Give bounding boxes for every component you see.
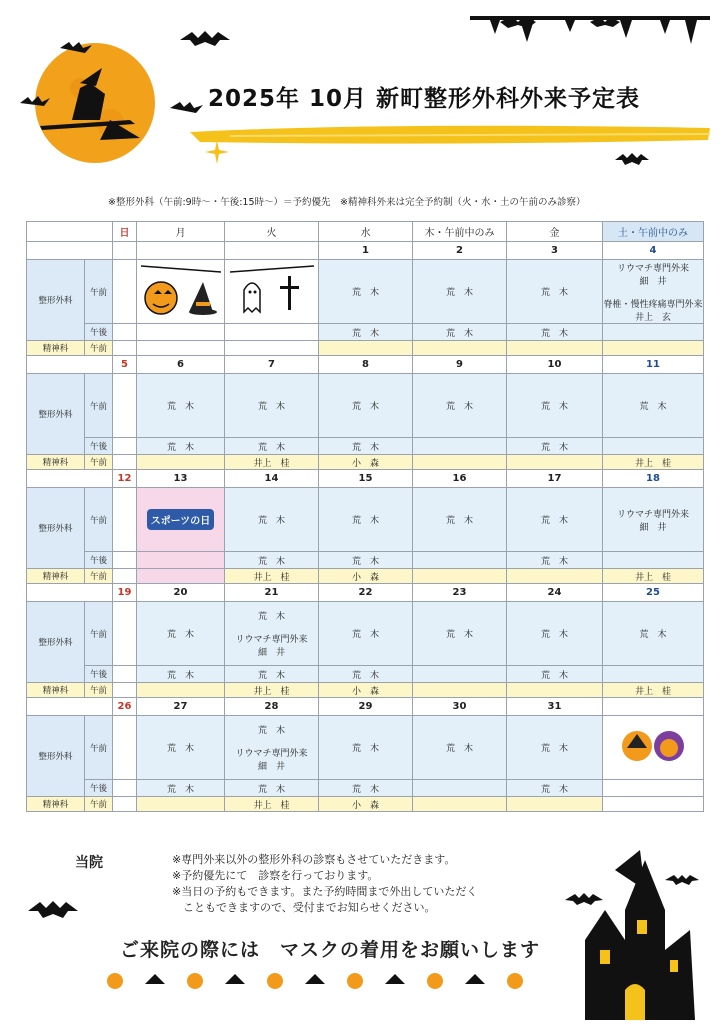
psych-cell: 井上 桂 bbox=[225, 569, 319, 584]
psych-row bbox=[27, 341, 704, 356]
am-cell: 荒 木 bbox=[413, 716, 507, 780]
bat-icon bbox=[615, 152, 649, 168]
am-cell: 荒 木 bbox=[319, 374, 413, 438]
am-label: 午前 bbox=[85, 602, 113, 666]
psych-cell bbox=[113, 341, 137, 356]
date-cell: 7 bbox=[225, 356, 319, 374]
am-cell: 荒 木 bbox=[225, 374, 319, 438]
psych-cell bbox=[137, 797, 225, 812]
psych-row bbox=[27, 683, 704, 698]
psych-cell: 井上 桂 bbox=[225, 683, 319, 698]
dept-label: 整形外科 bbox=[27, 374, 85, 455]
am-cell: 荒 木 bbox=[319, 488, 413, 552]
mask-notice: ご来院の際には マスクの着用をお願いします bbox=[120, 939, 541, 961]
am-row bbox=[27, 602, 704, 666]
header-day: 火 bbox=[225, 222, 319, 242]
footer-note: こともできますので、受付までお知らせください。 bbox=[172, 901, 436, 914]
psych-cell: 井上 桂 bbox=[603, 455, 704, 470]
header-day: 金 bbox=[507, 222, 603, 242]
date-cell: 22 bbox=[319, 584, 413, 602]
am-cell: 荒 木 bbox=[225, 488, 319, 552]
date-cell: 16 bbox=[413, 470, 507, 488]
footer-note: ※当日の予約もできます。また予約時間まで外出していただく bbox=[172, 885, 478, 898]
pm-row bbox=[27, 552, 704, 569]
date-cell: 13 bbox=[137, 470, 225, 488]
am-cell bbox=[137, 260, 225, 324]
pm-label: 午後 bbox=[85, 438, 113, 455]
pm-cell bbox=[603, 666, 704, 683]
psych-row bbox=[27, 569, 704, 584]
pm-row bbox=[27, 780, 704, 797]
am-cell: 荒 木 リウマチ専門外来 細 井 bbox=[225, 602, 319, 666]
pm-cell bbox=[413, 438, 507, 455]
pm-cell bbox=[603, 552, 704, 569]
pm-cell: 荒 木 bbox=[137, 666, 225, 683]
pm-cell: 荒 木 bbox=[319, 780, 413, 797]
date-cell: 19 bbox=[113, 584, 137, 602]
date-row-spacer bbox=[27, 470, 113, 488]
dept-label: 整形外科 bbox=[27, 488, 85, 569]
pm-row bbox=[27, 666, 704, 683]
date-row-spacer bbox=[27, 242, 113, 260]
bat-icon bbox=[180, 30, 230, 50]
am-cell: 荒 木 bbox=[137, 716, 225, 780]
pm-cell: 荒 木 bbox=[507, 552, 603, 569]
pm-cell bbox=[413, 552, 507, 569]
date-cell: 27 bbox=[137, 698, 225, 716]
date-cell: 30 bbox=[413, 698, 507, 716]
pm-cell bbox=[113, 438, 137, 455]
am-cell: 荒 木 bbox=[507, 374, 603, 438]
am-cell: 荒 木 bbox=[507, 602, 603, 666]
am-cell bbox=[225, 260, 319, 324]
pm-cell bbox=[113, 552, 137, 569]
psych-cell bbox=[507, 569, 603, 584]
date-cell: 3 bbox=[507, 242, 603, 260]
psych-cell bbox=[225, 341, 319, 356]
date-cell bbox=[137, 242, 225, 260]
date-cell: 6 bbox=[137, 356, 225, 374]
am-cell: 荒 木 bbox=[507, 260, 603, 324]
am-cell bbox=[113, 716, 137, 780]
footer-note: ※予約優先にて 診察を行っております。 bbox=[172, 869, 379, 882]
pumpkin-icon bbox=[141, 262, 221, 318]
dept-label: 整形外科 bbox=[27, 716, 85, 797]
am-label: 午前 bbox=[85, 374, 113, 438]
pm-cell: 荒 木 bbox=[319, 324, 413, 341]
bat-icon bbox=[28, 900, 78, 922]
psych-cell bbox=[603, 341, 704, 356]
pm-label: 午後 bbox=[85, 780, 113, 797]
pm-cell: 荒 木 bbox=[225, 552, 319, 569]
am-cell bbox=[603, 716, 704, 780]
pm-cell bbox=[603, 438, 704, 455]
am-cell: 荒 木 bbox=[413, 374, 507, 438]
pm-cell: 荒 木 bbox=[225, 666, 319, 683]
am-cell bbox=[113, 602, 137, 666]
date-row bbox=[27, 470, 704, 488]
psych-row bbox=[27, 455, 704, 470]
psych-cell bbox=[413, 455, 507, 470]
am-cell: 荒 木 リウマチ専門外来 細 井 bbox=[225, 716, 319, 780]
psych-am-label: 午前 bbox=[85, 569, 113, 584]
am-cell bbox=[137, 488, 225, 552]
am-cell: 荒 木 bbox=[319, 716, 413, 780]
date-cell: 31 bbox=[507, 698, 603, 716]
psych-cell: 小 森 bbox=[319, 683, 413, 698]
header-day: 木・午前中のみ bbox=[413, 222, 507, 242]
pumpkin-icon bbox=[615, 726, 691, 766]
psych-cell bbox=[137, 455, 225, 470]
pm-cell: 荒 木 bbox=[319, 438, 413, 455]
am-row bbox=[27, 260, 704, 324]
psych-cell: 小 森 bbox=[319, 797, 413, 812]
psych-cell bbox=[507, 797, 603, 812]
psych-cell bbox=[603, 797, 704, 812]
psych-cell bbox=[319, 341, 413, 356]
date-cell: 4 bbox=[603, 242, 704, 260]
date-cell: 21 bbox=[225, 584, 319, 602]
date-cell: 20 bbox=[137, 584, 225, 602]
pm-cell bbox=[413, 666, 507, 683]
date-cell: 23 bbox=[413, 584, 507, 602]
date-cell: 29 bbox=[319, 698, 413, 716]
date-cell: 12 bbox=[113, 470, 137, 488]
date-cell: 14 bbox=[225, 470, 319, 488]
header-day: 月 bbox=[137, 222, 225, 242]
am-label: 午前 bbox=[85, 488, 113, 552]
pm-cell bbox=[137, 552, 225, 569]
psych-cell bbox=[113, 569, 137, 584]
dept-label: 整形外科 bbox=[27, 602, 85, 683]
psych-cell bbox=[137, 341, 225, 356]
am-label: 午前 bbox=[85, 260, 113, 324]
psych-cell bbox=[413, 797, 507, 812]
date-cell: 8 bbox=[319, 356, 413, 374]
pm-cell bbox=[113, 324, 137, 341]
psych-label: 精神科 bbox=[27, 455, 85, 470]
dept-label: 整形外科 bbox=[27, 260, 85, 341]
am-cell: 荒 木 bbox=[319, 260, 413, 324]
psych-am-label: 午前 bbox=[85, 455, 113, 470]
pm-row bbox=[27, 324, 704, 341]
date-row bbox=[27, 698, 704, 716]
am-cell: 荒 木 bbox=[137, 602, 225, 666]
sports-day-badge: スポーツの日 bbox=[147, 509, 215, 530]
pm-cell: 荒 木 bbox=[137, 780, 225, 797]
pm-cell bbox=[113, 780, 137, 797]
haunted-house-illustration bbox=[545, 850, 715, 1020]
am-cell: 荒 木 bbox=[413, 260, 507, 324]
pm-cell: 荒 木 bbox=[137, 438, 225, 455]
am-row bbox=[27, 716, 704, 780]
am-cell: 荒 木 bbox=[507, 488, 603, 552]
pm-cell: 荒 木 bbox=[507, 324, 603, 341]
date-row-spacer bbox=[27, 698, 113, 716]
date-cell: 17 bbox=[507, 470, 603, 488]
am-cell bbox=[113, 374, 137, 438]
date-cell: 11 bbox=[603, 356, 704, 374]
date-row bbox=[27, 356, 704, 374]
date-cell: 24 bbox=[507, 584, 603, 602]
psych-cell bbox=[413, 341, 507, 356]
psych-label: 精神科 bbox=[27, 797, 85, 812]
footer-label: 当院 bbox=[75, 855, 103, 871]
bat-bunting bbox=[470, 12, 710, 52]
pm-cell: 荒 木 bbox=[319, 666, 413, 683]
footer-note: ※専門外来以外の整形外科の診察もさせていただきます。 bbox=[172, 853, 456, 866]
psych-am-label: 午前 bbox=[85, 797, 113, 812]
date-cell: 18 bbox=[603, 470, 704, 488]
am-cell: 荒 木 bbox=[137, 374, 225, 438]
date-row-spacer bbox=[27, 356, 113, 374]
psych-label: 精神科 bbox=[27, 569, 85, 584]
pm-cell: 荒 木 bbox=[225, 780, 319, 797]
pm-cell: 荒 木 bbox=[507, 666, 603, 683]
psych-label: 精神科 bbox=[27, 683, 85, 698]
psych-cell bbox=[413, 569, 507, 584]
psych-cell bbox=[137, 683, 225, 698]
page-title: 2025年 10月 新町整形外科外来予定表 bbox=[208, 86, 641, 112]
pm-cell: 荒 木 bbox=[507, 780, 603, 797]
date-cell: 10 bbox=[507, 356, 603, 374]
footer-notes bbox=[172, 852, 552, 916]
pm-cell bbox=[113, 666, 137, 683]
header-day: 水 bbox=[319, 222, 413, 242]
schedule-table bbox=[26, 221, 704, 812]
date-cell bbox=[113, 242, 137, 260]
psych-cell: 井上 桂 bbox=[603, 569, 704, 584]
psych-cell bbox=[113, 683, 137, 698]
am-cell: 荒 木 bbox=[603, 602, 704, 666]
pm-cell: 荒 木 bbox=[413, 324, 507, 341]
schedule-note: ※整形外科（午前:9時～・午後:15時～）＝予約優先 ※精神科外来は完全予約制（火・水・土の午前のみ診察） bbox=[108, 197, 586, 208]
date-cell: 2 bbox=[413, 242, 507, 260]
pm-label: 午後 bbox=[85, 666, 113, 683]
pumpkin-garland bbox=[100, 970, 540, 992]
psych-am-label: 午前 bbox=[85, 341, 113, 356]
psych-cell bbox=[413, 683, 507, 698]
psych-cell: 井上 桂 bbox=[225, 455, 319, 470]
psych-label: 精神科 bbox=[27, 341, 85, 356]
header-day: 日 bbox=[113, 222, 137, 242]
pm-cell: 荒 木 bbox=[507, 438, 603, 455]
date-cell: 15 bbox=[319, 470, 413, 488]
am-row bbox=[27, 488, 704, 552]
psych-row bbox=[27, 797, 704, 812]
psych-cell bbox=[137, 569, 225, 584]
am-cell: 荒 木 bbox=[413, 602, 507, 666]
pm-cell: 荒 木 bbox=[225, 438, 319, 455]
date-row-spacer bbox=[27, 584, 113, 602]
pm-cell bbox=[225, 324, 319, 341]
am-cell bbox=[113, 488, 137, 552]
date-cell bbox=[225, 242, 319, 260]
pm-cell bbox=[603, 324, 704, 341]
am-cell bbox=[113, 260, 137, 324]
am-cell: 荒 木 bbox=[507, 716, 603, 780]
date-cell bbox=[603, 698, 704, 716]
header-day: 土・午前中のみ bbox=[603, 222, 704, 242]
brush-underline bbox=[190, 118, 710, 148]
am-cell: 荒 木 bbox=[319, 602, 413, 666]
pm-label: 午後 bbox=[85, 552, 113, 569]
psych-cell: 小 森 bbox=[319, 455, 413, 470]
am-cell: リウマチ専門外来 細 井 bbox=[603, 488, 704, 552]
psych-cell: 小 森 bbox=[319, 569, 413, 584]
date-cell: 28 bbox=[225, 698, 319, 716]
psych-cell bbox=[507, 341, 603, 356]
date-cell: 25 bbox=[603, 584, 704, 602]
psych-am-label: 午前 bbox=[85, 683, 113, 698]
psych-cell bbox=[113, 455, 137, 470]
am-label: 午前 bbox=[85, 716, 113, 780]
pm-cell bbox=[137, 324, 225, 341]
pm-cell: 荒 木 bbox=[319, 552, 413, 569]
pm-row bbox=[27, 438, 704, 455]
psych-cell: 井上 桂 bbox=[225, 797, 319, 812]
date-cell: 26 bbox=[113, 698, 137, 716]
psych-cell bbox=[507, 455, 603, 470]
pm-cell bbox=[413, 780, 507, 797]
am-cell: リウマチ専門外来 細 井 脊椎・慢性疼痛専門外来 井上 玄 bbox=[603, 260, 704, 324]
header-row bbox=[27, 222, 704, 242]
am-cell: 荒 木 bbox=[413, 488, 507, 552]
ghost-icon bbox=[230, 262, 314, 318]
date-cell: 5 bbox=[113, 356, 137, 374]
am-row bbox=[27, 374, 704, 438]
pm-cell bbox=[603, 780, 704, 797]
pm-label: 午後 bbox=[85, 324, 113, 341]
date-row bbox=[27, 584, 704, 602]
psych-cell: 井上 桂 bbox=[603, 683, 704, 698]
header-spacer bbox=[27, 222, 113, 242]
date-row bbox=[27, 242, 704, 260]
psych-cell bbox=[113, 797, 137, 812]
date-cell: 9 bbox=[413, 356, 507, 374]
am-cell: 荒 木 bbox=[603, 374, 704, 438]
date-cell: 1 bbox=[319, 242, 413, 260]
psych-cell bbox=[507, 683, 603, 698]
sparkle-icon bbox=[205, 140, 229, 164]
